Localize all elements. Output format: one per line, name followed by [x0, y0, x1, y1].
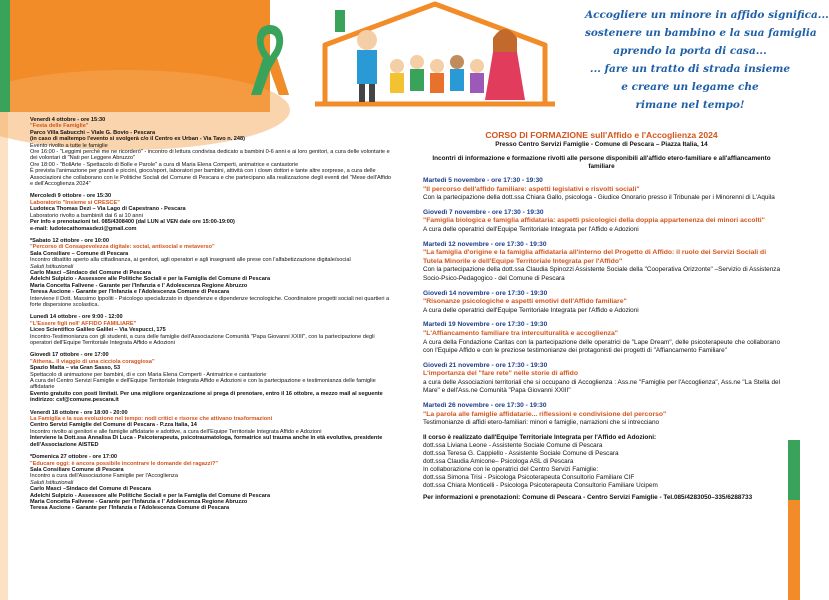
- event-line: Per info e prenotazioni tel. 085/4308400 (dal LUN al VEN dale ore 15:00-19:00): [30, 219, 235, 226]
- staff-item: dott.ssa Simona Trisi - Psicologa Psicoterapeuta Consultorio Familiare CIF: [423, 474, 635, 482]
- course-intro: Incontri di informazione e formazione rivolti alle persone disponibili all'affido etero-familiare e all'affiancamento familiare: [432, 155, 771, 170]
- event-line: Carlo Masci –Sindaco del Comune di Pescara: [30, 269, 151, 276]
- event-place: Sala Consiliare Comune di Pescara: [30, 466, 124, 473]
- event-date: *Domenica 27 ottobre - ore 17:00: [30, 454, 118, 461]
- event-place: Parco Villa Sabucchi – Viale G. Bovio - Pescara: [30, 129, 156, 136]
- event-line: Saluti Istituzionali: [30, 263, 74, 270]
- course-session: [423, 209, 780, 235]
- course-subtitle: Presso Centro Servizi Famiglie - Comune di Pescara – Piazza Italia, 14: [495, 141, 708, 148]
- event-place: Spazio Matta – via Gran Sasso, 53: [30, 365, 121, 372]
- session-date: Martedì 12 novembre - ore 17:30 - 19:30: [423, 240, 547, 248]
- event-date: *Sabato 12 ottobre - ore 10:00: [30, 237, 109, 244]
- session-title: "Famiglia biologica e famiglia affidataria: aspetti psicologici della doppia appartenenza dei minori accolti": [423, 217, 765, 225]
- event-date: Mercoledì 9 ottobre - ore 15:30: [30, 193, 112, 200]
- event-line: A cura del Centro Servizi Famiglie e dell'Equipe Territoriale Integrata Affido e Adozioni e con la partecipazione e testimonianza delle famiglie affidatarie: [30, 378, 376, 391]
- event-line: Carlo Masci –Sindaco del Comune di Pescara: [30, 486, 151, 493]
- event-title: "Athena.. il viaggio di una cicciola coraggiosa": [30, 358, 155, 365]
- event-line: Incontro a cura dell'Associazione Famiglie per l'Accoglienza: [30, 473, 178, 480]
- events-column: [30, 117, 395, 518]
- session-desc: A cura delle operatrici dell'Equipe Territoriale Integrata per l'Affido e Adozioni: [423, 306, 639, 314]
- event-title: "Festa delle Famiglie": [30, 123, 89, 130]
- contact-info: Per informazioni e prenotazioni: Comune di Pescara - Centro Servizi Famiglie - Tel.085/4283050–335/6288733: [423, 494, 753, 502]
- right-green-strip: [788, 440, 800, 500]
- session-desc: Testimonianze di affidi etero-familiari: minori e famiglie, narrazioni che si intrecciano: [423, 419, 660, 427]
- staff-item: dott.ssa Claudia Amicone– Psicologa ASL di Pescara: [423, 458, 574, 466]
- event-date: Giovedì 17 ottobre - ore 17:00: [30, 352, 109, 359]
- session-title: "Risonanze psicologiche e aspetti emotivi dell'Affido familiare": [423, 298, 627, 306]
- course-column: [423, 130, 780, 503]
- event-line: È prevista l'animazione per grandi e piccini, gioco/sport, laboratori per bambini, attività con i clown dottori e tante altre sorprese, a cura delle Associazioni che collaborano con le Politiche Sociali del Comune di Pescara e che partecipano alla realizzazione degli eventi del "Mese dell'Affido e dell'Accoglienza 2024": [30, 168, 392, 188]
- header-banner: [0, 0, 829, 112]
- course-title: CORSO DI FORMAZIONE sull'Affido e l'Accoglienza 2024: [485, 130, 718, 140]
- course-session: [423, 177, 780, 203]
- course-session: [423, 402, 780, 428]
- father-figure: [357, 30, 377, 102]
- course-session: [423, 241, 780, 284]
- event-line: Ore 16:00 - "Leggimi perchè me ne ricorderò" - incontro di lettura condivisa dedicato a bambini 0-6 anni e ai loro genitori, a cura delle volontarie e dei volontari di "Nati per Leggere Abruzzo": [30, 149, 390, 162]
- event-line: Ore 18:00 - "BollArte - Spettacolo di Bolle e Parole" a cura di Maria Elena Comperti, animatrice e cantastorie: [30, 161, 299, 168]
- session-title: L'importanza del "fare rete" nelle storie di affido: [423, 370, 578, 378]
- children-figures: [390, 55, 484, 93]
- session-desc: A cura delle operatrici dell'Equipe Territoriale Integrata per l'Affido e Adozioni: [423, 225, 639, 233]
- staff-item: In collaborazione con le operatrici del Centro Servizi Famiglie:: [423, 466, 599, 474]
- event-line: Interviene la Dott.ssa Annalisa Di Luca - Psicoterapeuta, psicotraumatologa, formatrice sul trauma anche in età evolutiva, presidente dell'Associazione AISTED: [30, 435, 383, 448]
- event-item: [30, 410, 395, 448]
- session-title: "L'Affiancamento familiare tra interculturalità e accoglienza": [423, 329, 619, 337]
- event-line: Laboratorio rivolto a bambini/i dai 6 ai 10 anni: [30, 212, 143, 219]
- event-place: Centro Servizi Famiglie del Comune di Pescara - P.zza Italia, 14: [30, 422, 197, 429]
- event-line: Incontro dibattito aperto alla cittadinanza, ai genitori, agli operatori e agli insegnanti alle prese con l'alfabetizzazione digitale/social: [30, 257, 351, 264]
- slogan-line: e creare un legame che: [621, 81, 759, 93]
- session-desc: Con la partecipazione della dott.ssa Chiara Gallo, psicologa - Giudice Onorario presso il Tribunale per i Minorenni di L'Aquila: [423, 194, 775, 202]
- event-title: "Percorso di Consapevolezza digitale: social, antisocial e metaverso": [30, 244, 215, 251]
- course-session: [423, 362, 780, 396]
- event-line: Incontro rivolto ai genitori e alle famiglie affidatarie e adottive, a cura dell'Equipe Territoriale Integrata Affido e Adozioni: [30, 428, 322, 435]
- staff-item: dott.ssa Chiara Monticelli - Psicologa Psicoterapeuta Consultorio Familiare Ucipem: [423, 482, 658, 490]
- event-item: [30, 314, 395, 346]
- event-title: Laboratorio "Insieme si CRESCE": [30, 199, 120, 206]
- event-line: Incontro-Testimonianza con gli studenti, a cura delle famiglie dell'Associazione Comunità "Papa Giovanni XXIII", con la partecipazione degli operatori dell'Equipe Territoriale Integrata Affido e Adozioni: [30, 333, 375, 346]
- event-line: Interviene il Dott. Massimo Ippoliti - Psicologo specializzato in dipendenze e dipendenze tecnologiche. Coordinatore progetti sociali nei quartieri a forte dispersione scolastica.: [30, 295, 390, 308]
- event-line: Evento gratuito con posti limitati. Per una migliore organizzazione si prega di prenotare, entro il 16 ottobre, a mezzo mail al seguente indirizzo: csf@comune.pescara.it: [30, 390, 383, 404]
- session-title: "La parola alle famiglie affidatarie... riflessioni e condivisione del percorso": [423, 410, 667, 418]
- awareness-ribbon-icon: [245, 20, 295, 100]
- event-line: Spettacolo di animazione per bambini, di e con Maria Elena Comperti - Animatrice e cantastorie: [30, 371, 267, 378]
- event-place: Sala Consiliare – Comune di Pescara: [30, 250, 129, 257]
- event-item: [30, 454, 395, 512]
- event-item: [30, 352, 395, 403]
- event-line: Adelchi Sulpizio - Assessore alle Politiche Sociali e per la Famiglia del Comune di Pescara: [30, 492, 271, 499]
- event-email: e-mail: ludotecathomasdezi@gmail.com: [30, 225, 137, 232]
- session-desc: a cura delle Associazioni territoriali che si occupano di Accoglienza : Ass.ne "Famiglie per l'Accoglienza", Ass.ne "La Stella del Mare" e dell'Ass.ne Comunità "Papa Giovanni XXIII": [423, 378, 780, 395]
- course-closing: Il corso è realizzato dall'Equipe Territoriale Integrata per l'Affido ed Adozioni:: [423, 433, 657, 441]
- event-item: [30, 117, 395, 187]
- event-line: Maria Concetta Falivene - Garante per l'Infanzia e l' Adolescenza Regione Abruzzo: [30, 282, 248, 289]
- event-line: Adelchi Sulpizio - Assessore alle Politiche Sociali e per la Famiglia del Comune di Pescara: [30, 276, 271, 283]
- green-stripe: [0, 0, 10, 112]
- session-date: Giovedì 14 novembre - ore 17:30 - 19:30: [423, 289, 548, 297]
- mother-figure: [485, 29, 525, 100]
- slogan: [585, 6, 829, 114]
- event-place: Liceo Scientifico Galileo Galilei – Via Vespucci, 175: [30, 327, 166, 334]
- course-session: [423, 321, 780, 355]
- session-date: Martedì 19 Novembre - ore 17:30 - 19:30: [423, 321, 548, 329]
- session-date: Martedì 5 novembre - ore 17:30 - 19:30: [423, 177, 543, 184]
- session-date: Giovedì 7 novembre - ore 17:30 - 19:30: [423, 208, 544, 216]
- slogan-line: rimane nel tempo!: [635, 99, 745, 111]
- event-title: La Famiglia e la sua evoluzione nel tempo: nodi critici e risorse che attivano trasformazioni: [30, 416, 273, 423]
- event-line: Maria Concetta Falivene - Garante per l'Infanzia e l' Adolescenza Regione Abruzzo: [30, 498, 248, 505]
- event-date: Venerdì 18 ottobre - ore 18:00 - 20:00: [30, 409, 128, 416]
- event-item: [30, 193, 395, 231]
- session-title: "La famiglia d'origine e la famiglia affidataria all'interno del Progetto di Affido: il ruolo dei Servizi Sociali di Tutela Minorile e dell'Equipe Territoriale Integrata per l'Affido": [423, 249, 767, 265]
- event-line: Teresa Ascione - Garante per l'Infanzia e l'Adolescenza Comune di Pescara: [30, 505, 230, 512]
- slogan-line: Accogliere un minore in affido significa...: [585, 9, 829, 21]
- staff-item: dott.ssa Liviana Leone - Assistente Sociale Comune di Pescara: [423, 442, 603, 450]
- course-session: [423, 290, 780, 316]
- family-house-illustration: [305, 0, 565, 108]
- event-line: Saluti Istituzionali: [30, 479, 74, 486]
- event-date: Lunedì 14 ottobre - ore 9:00 - 12:00: [30, 314, 123, 321]
- event-date: Venerdì 4 ottobre - ore 15:30: [30, 117, 106, 123]
- event-title: "Educare oggi: è ancora possibile incontrare le domande dei ragazzi?": [30, 460, 219, 467]
- slogan-line: ... fare un tratto di strada insieme: [589, 63, 791, 75]
- left-decorative-strip: [0, 112, 8, 600]
- event-title: "L'Essere figli nell' AFFIDO FAMILIARE": [30, 320, 137, 327]
- session-desc: Con la partecipazione della dott.ssa Claudia Spinozzi Assistente Sociale della "Cooperativa Orizzonte" –Servizio di Assistenza Socio-Psico-Pedagogico - del Comune di Pescara: [423, 266, 780, 282]
- slogan-line: sostenere un bambino e la sua famiglia: [585, 27, 817, 39]
- session-date: Martedì 26 novembre - ore 17:30 - 19:30: [423, 402, 547, 410]
- session-desc: A cura della Fondazione Caritas con la partecipazione delle operatrici de "Lape Dream", delle psicoterapeute che collaborano con l'Equipe Affido e con le preziose testimonianze dei protagonisti dei progetti di "Affiancamento Familiare": [423, 338, 780, 355]
- staff-list: [423, 442, 780, 490]
- staff-item: dott.ssa Teresa G. Cappiello - Assistente Sociale Comune di Pescara: [423, 450, 619, 458]
- event-line: (in caso di maltempo l'evento si svolgerà c/o il Centro ex Urban - Via Tavo n. 248): [30, 136, 245, 143]
- event-item: [30, 238, 395, 308]
- slogan-line: aprendo la porta di casa...: [613, 45, 767, 57]
- event-place: Ludoteca Thomas Dezi – Via Lago di Capestrano - Pescara: [30, 206, 186, 213]
- event-line: Teresa Ascione - Garante per l'Infanzia e l'Adolescenza Comune di Pescara: [30, 289, 230, 296]
- event-line: Evento rivolto a tutte le famiglie: [30, 142, 108, 149]
- session-title: "Il percorso dell'affido familiare: aspetti legislativi e risvolti sociali": [423, 185, 640, 193]
- session-date: Giovedì 21 novembre - ore 17:30 - 19:30: [423, 361, 548, 369]
